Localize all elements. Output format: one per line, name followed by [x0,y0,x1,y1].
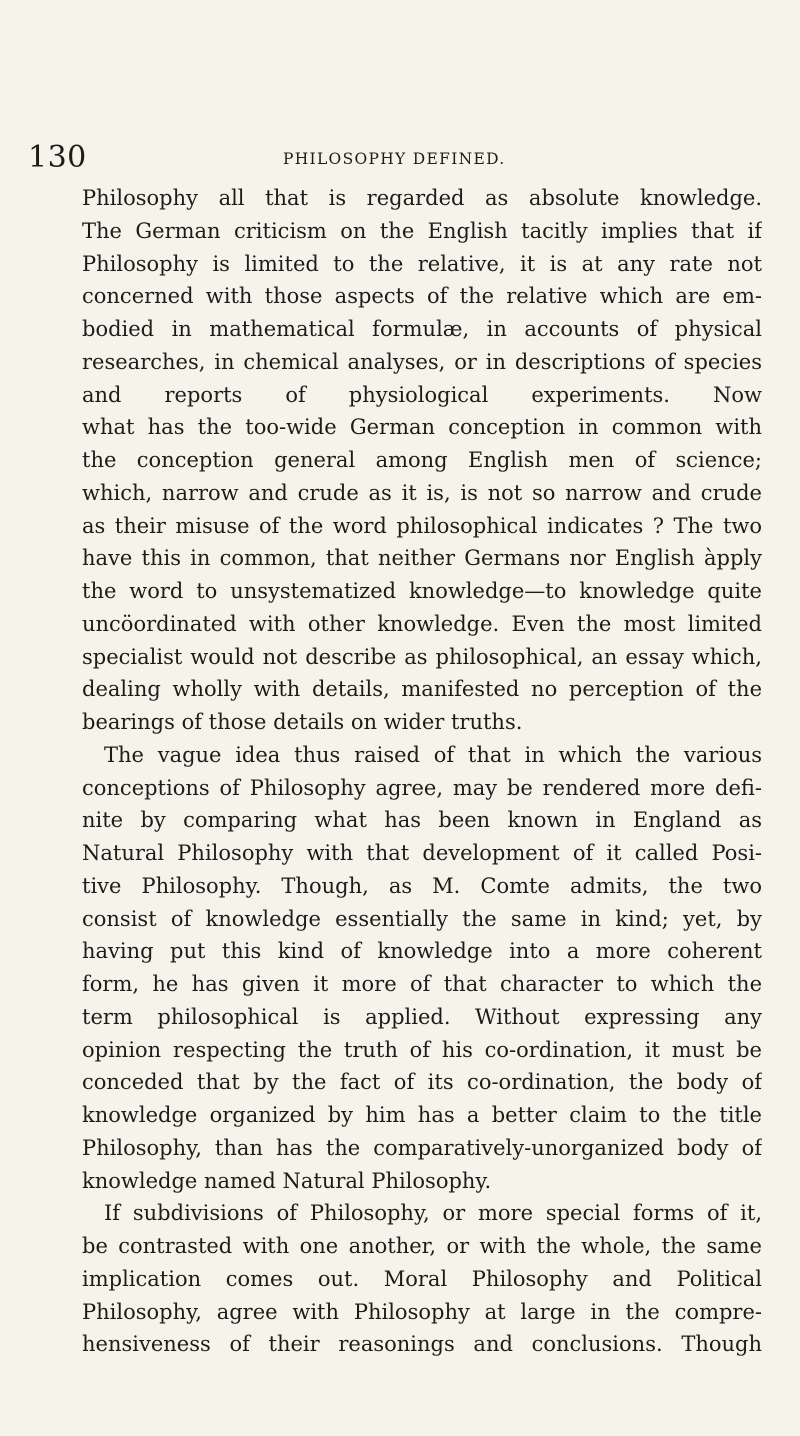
text-line: hensiveness of their reasonings and conclusions. Though [82,1332,762,1357]
text-line: knowledge organized by him has a better claim to the title [82,1103,762,1127]
body-text [82,182,762,1361]
text-line: If subdivisions of Philosophy, or more special forms of it, [104,1201,762,1226]
text-line: having put this kind of knowledge into a more coherent [82,939,762,964]
text-line: conceptions of Philosophy agree, may be rendered more defi- [82,775,762,800]
text-line: Philosophy all that is regarded as absolute knowledge. [82,186,762,210]
text-line: The German criticism on the English tacitly implies that if [82,218,762,243]
text-line: the word to unsystematized knowledge—to knowledge quite [82,579,762,603]
text-line: conceded that by the fact of its co-ordination, the body of [82,1070,762,1095]
text-line: nite by comparing what has been known in England as [82,808,762,833]
text-line: specialist would not describe as philosophical, an essay which, [82,644,762,669]
text-line: The vague idea thus raised of that in which the various [104,742,762,767]
page-number: 130 [28,140,87,175]
text-line: uncöordinated with other knowledge. Even the most limited [82,611,762,636]
text-line: the conception general among English men of science; [82,448,762,472]
text-line: form, he has given it more of that character to which the [82,972,762,996]
text-line: what has the too-wide German conception in common with [82,415,762,440]
text-line: Philosophy, than has the comparatively-unorganized body of [82,1135,762,1160]
text-line: implication comes out. Moral Philosophy and Political [82,1266,762,1291]
text-line: which, narrow and crude as it is, is not so narrow and crude [82,480,762,505]
text-line: Philosophy, agree with Philosophy at large in the compre- [82,1299,762,1324]
text-line: have this in common, that neither Germans nor English àpply [82,546,762,571]
running-title: PHILOSOPHY DEFINED. [283,150,506,168]
text-line: dealing wholly with details, manifested no perception of the [82,677,762,702]
text-line: Philosophy is limited to the relative, it is at any rate not [82,251,762,276]
text-line: consist of knowledge essentially the same in kind; yet, by [82,906,762,931]
text-line: bearings of those details on wider truths. [82,710,523,734]
text-line: as their misuse of the word philosophical indicates ? The two [82,513,762,538]
text-line: tive Philosophy. Though, as M. Comte admits, the two [82,873,762,898]
text-line: bodied in mathematical formulæ, in accounts of physical [82,317,762,341]
text-line: knowledge named Natural Philosophy. [82,1168,492,1193]
text-line: concerned with those aspects of the relative which are em- [82,284,762,309]
text-line: and reports of physiological experiments. Now [82,382,762,407]
text-line: researches, in chemical analyses, or in descriptions of species [82,349,762,374]
running-head [0,140,800,180]
text-line: Natural Philosophy with that development of it called Posi- [82,841,762,865]
text-line: opinion respecting the truth of his co-ordination, it must be [82,1037,762,1062]
text-line: term philosophical is applied. Without expressing any [82,1004,762,1029]
text-line: be contrasted with one another, or with the whole, the same [82,1234,762,1258]
